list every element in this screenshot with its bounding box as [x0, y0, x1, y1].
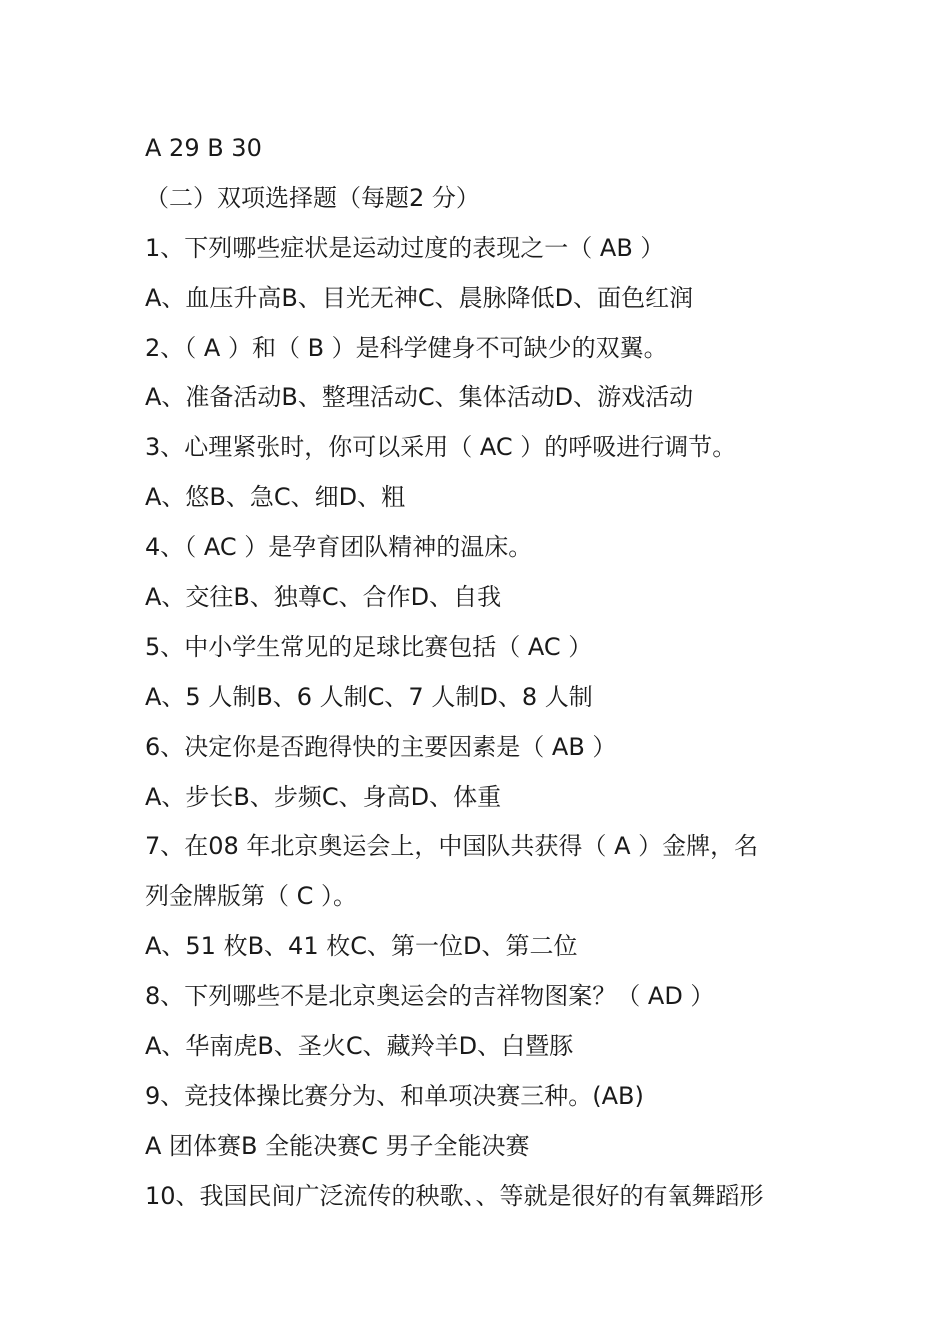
- question-8: 8、下列哪些不是北京奥运会的吉祥物图案？（ AD ）: [145, 982, 715, 1011]
- question-5: 5、中小学生常见的足球比赛包括（ AC ）: [145, 632, 593, 661]
- question-8-options: A、华南虎B、圣火C、藏羚羊D、白暨豚: [145, 1032, 574, 1061]
- question-1-options: A、血压升高B、目光无神C、晨脉降低D、面色红润: [145, 283, 694, 312]
- question-2-options: A、准备活动B、整理活动C、集体活动D、游戏活动: [145, 383, 694, 412]
- question-6-options: A、步长B、步频C、身高D、体重: [145, 782, 502, 811]
- question-9-options: A 团体赛B 全能决赛C 男子全能决赛: [145, 1131, 530, 1160]
- question-3-options: A、悠B、急C、细D、粗: [145, 483, 406, 512]
- question-1: 1、下列哪些症状是运动过度的表现之一（ AB ）: [145, 233, 665, 262]
- question-7-continued: 列金牌版第（ C ）。: [145, 882, 358, 911]
- question-2: 2、（ A ）和（ B ）是科学健身不可缺少的双翼。: [145, 333, 668, 362]
- question-7: 7、在08 年北京奥运会上，中国队共获得（ A ）金牌，名: [145, 832, 759, 861]
- question-4: 4、（ AC ）是孕育团队精神的温床。: [145, 533, 533, 562]
- section-heading: （二）双项选择题（每题2 分）: [145, 183, 480, 212]
- text-line: A 29 B 30: [145, 134, 262, 162]
- question-7-options: A、51 枚B、41 枚C、第一位D、第二位: [145, 932, 578, 961]
- question-6: 6、决定你是否跑得快的主要因素是（ AB ）: [145, 732, 617, 761]
- question-10: 10、我国民间广泛流传的秧歌、、等就是很好的有氧舞蹈形: [145, 1181, 764, 1210]
- document-body: [145, 124, 845, 1222]
- question-3: 3、心理紧张时，你可以采用（ AC ）的呼吸进行调节。: [145, 433, 737, 462]
- question-9: 9、竞技体操比赛分为、和单项决赛三种。(AB): [145, 1081, 644, 1110]
- question-5-options: A、5 人制B、6 人制C、7 人制D、8 人制: [145, 682, 593, 711]
- question-4-options: A、交往B、独尊C、合作D、自我: [145, 583, 502, 612]
